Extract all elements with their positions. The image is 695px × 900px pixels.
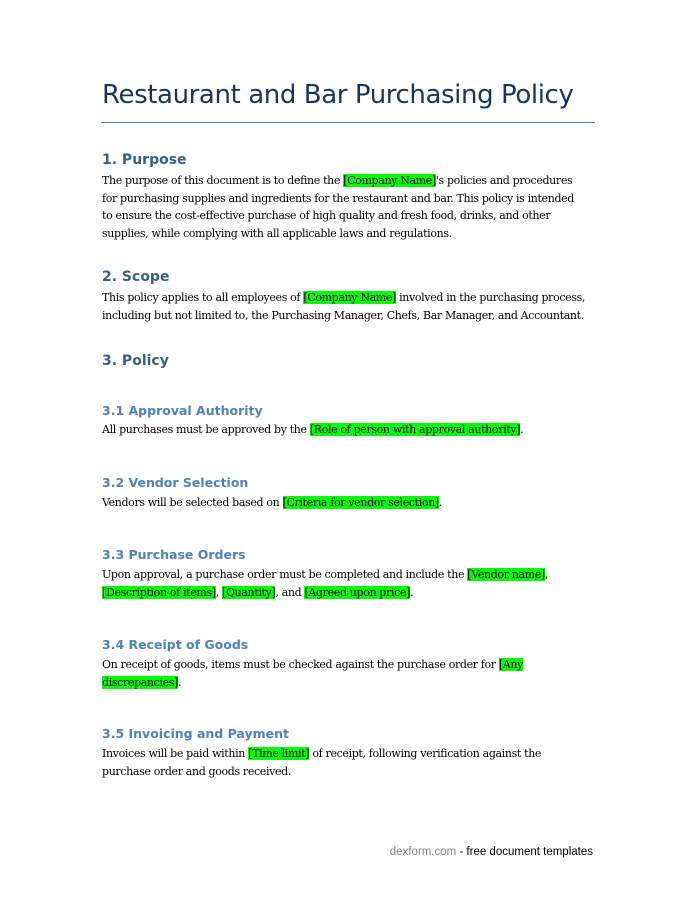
heading-approval-authority: 3.1 Approval Authority xyxy=(102,403,263,418)
company-name-field[interactable]: [Company Name] xyxy=(303,291,396,304)
approval-paragraph xyxy=(102,421,602,439)
text: . xyxy=(520,423,524,436)
heading-purpose: 1. Purpose xyxy=(102,152,187,168)
footer-tagline: - free document templates xyxy=(456,846,593,858)
vendor-criteria-field[interactable]: [Criteria for vendor selection] xyxy=(282,496,439,509)
company-name-field[interactable]: [Company Name] xyxy=(343,174,436,187)
text: . xyxy=(438,496,443,509)
purpose-paragraph xyxy=(102,172,602,242)
orders-paragraph xyxy=(102,566,602,601)
text: This policy applies to all employees of xyxy=(102,291,304,304)
text: The purpose of this document is to define the xyxy=(102,174,344,187)
text: Vendors will be selected based on xyxy=(102,496,283,509)
vendor-paragraph xyxy=(102,494,602,512)
quantity-field[interactable]: [Quantity] xyxy=(222,585,276,599)
description-field[interactable]: [Description of items] xyxy=(102,585,216,599)
purpose-line-3: to ensure the cost-effective purchase of high quality and fresh food, drinks, and other xyxy=(102,209,551,222)
purpose-line-4: supplies, while complying with all applicable laws and regulations. xyxy=(102,226,452,240)
text: 's policies and procedures xyxy=(435,174,573,187)
text: Invoices will be paid within xyxy=(102,747,249,760)
purpose-line-2: for purchasing supplies and ingredients for the restaurant and bar. This policy is intended xyxy=(102,191,574,205)
heading-receipt-of-goods: 3.4 Receipt of Goods xyxy=(102,637,249,652)
invoicing-line-2: purchase order and goods received. xyxy=(102,764,291,778)
orders-line-2 xyxy=(102,584,602,602)
orders-line-1 xyxy=(102,566,602,584)
heading-invoicing-payment: 3.5 Invoicing and Payment xyxy=(102,726,289,741)
footer-site-link[interactable]: dexform.com xyxy=(389,846,457,858)
invoicing-line-1 xyxy=(102,745,602,763)
invoicing-paragraph xyxy=(102,745,602,780)
heading-purchase-orders: 3.3 Purchase Orders xyxy=(102,547,246,562)
agreed-price-field[interactable]: [Agreed upon price] xyxy=(304,585,411,599)
text: Upon approval, a purchase order must be completed and include the xyxy=(102,568,468,581)
text: . xyxy=(410,585,414,599)
document-title: Restaurant and Bar Purchasing Policy xyxy=(102,80,574,110)
discrepancies-field-cont[interactable]: discrepancies] xyxy=(102,675,179,689)
footer xyxy=(390,846,593,858)
scope-line-2: including but not limited to, the Purchasing Manager, Chefs, Bar Manager, and Accountant. xyxy=(102,308,584,322)
vendor-name-field[interactable]: [Vendor name] xyxy=(467,568,545,581)
approval-line xyxy=(102,421,602,439)
approval-role-field[interactable]: [Role of person with approval authority] xyxy=(309,423,521,436)
heading-scope: 2. Scope xyxy=(102,269,170,285)
scope-paragraph xyxy=(102,289,602,324)
receipt-line-2 xyxy=(102,674,602,692)
scope-line-1 xyxy=(102,289,602,307)
text: , xyxy=(544,568,549,581)
heading-vendor-selection: 3.2 Vendor Selection xyxy=(102,475,249,490)
text: On receipt of goods, items must be checked against the purchase order for xyxy=(102,658,499,671)
heading-policy: 3. Policy xyxy=(102,353,169,369)
text: involved in the purchasing process, xyxy=(395,291,586,304)
discrepancies-field[interactable]: [Any xyxy=(498,658,523,671)
text: , and xyxy=(275,585,305,599)
vendor-line xyxy=(102,494,602,512)
title-underline xyxy=(101,122,595,123)
purpose-line-1 xyxy=(102,172,602,190)
receipt-line-1 xyxy=(102,656,602,674)
receipt-paragraph xyxy=(102,656,602,691)
time-limit-field[interactable]: [Time limit] xyxy=(248,747,310,760)
text: , xyxy=(215,585,222,599)
text: of receipt, following verification against the xyxy=(309,747,542,760)
text: . xyxy=(178,675,182,689)
text: All purchases must be approved by the xyxy=(102,423,310,436)
